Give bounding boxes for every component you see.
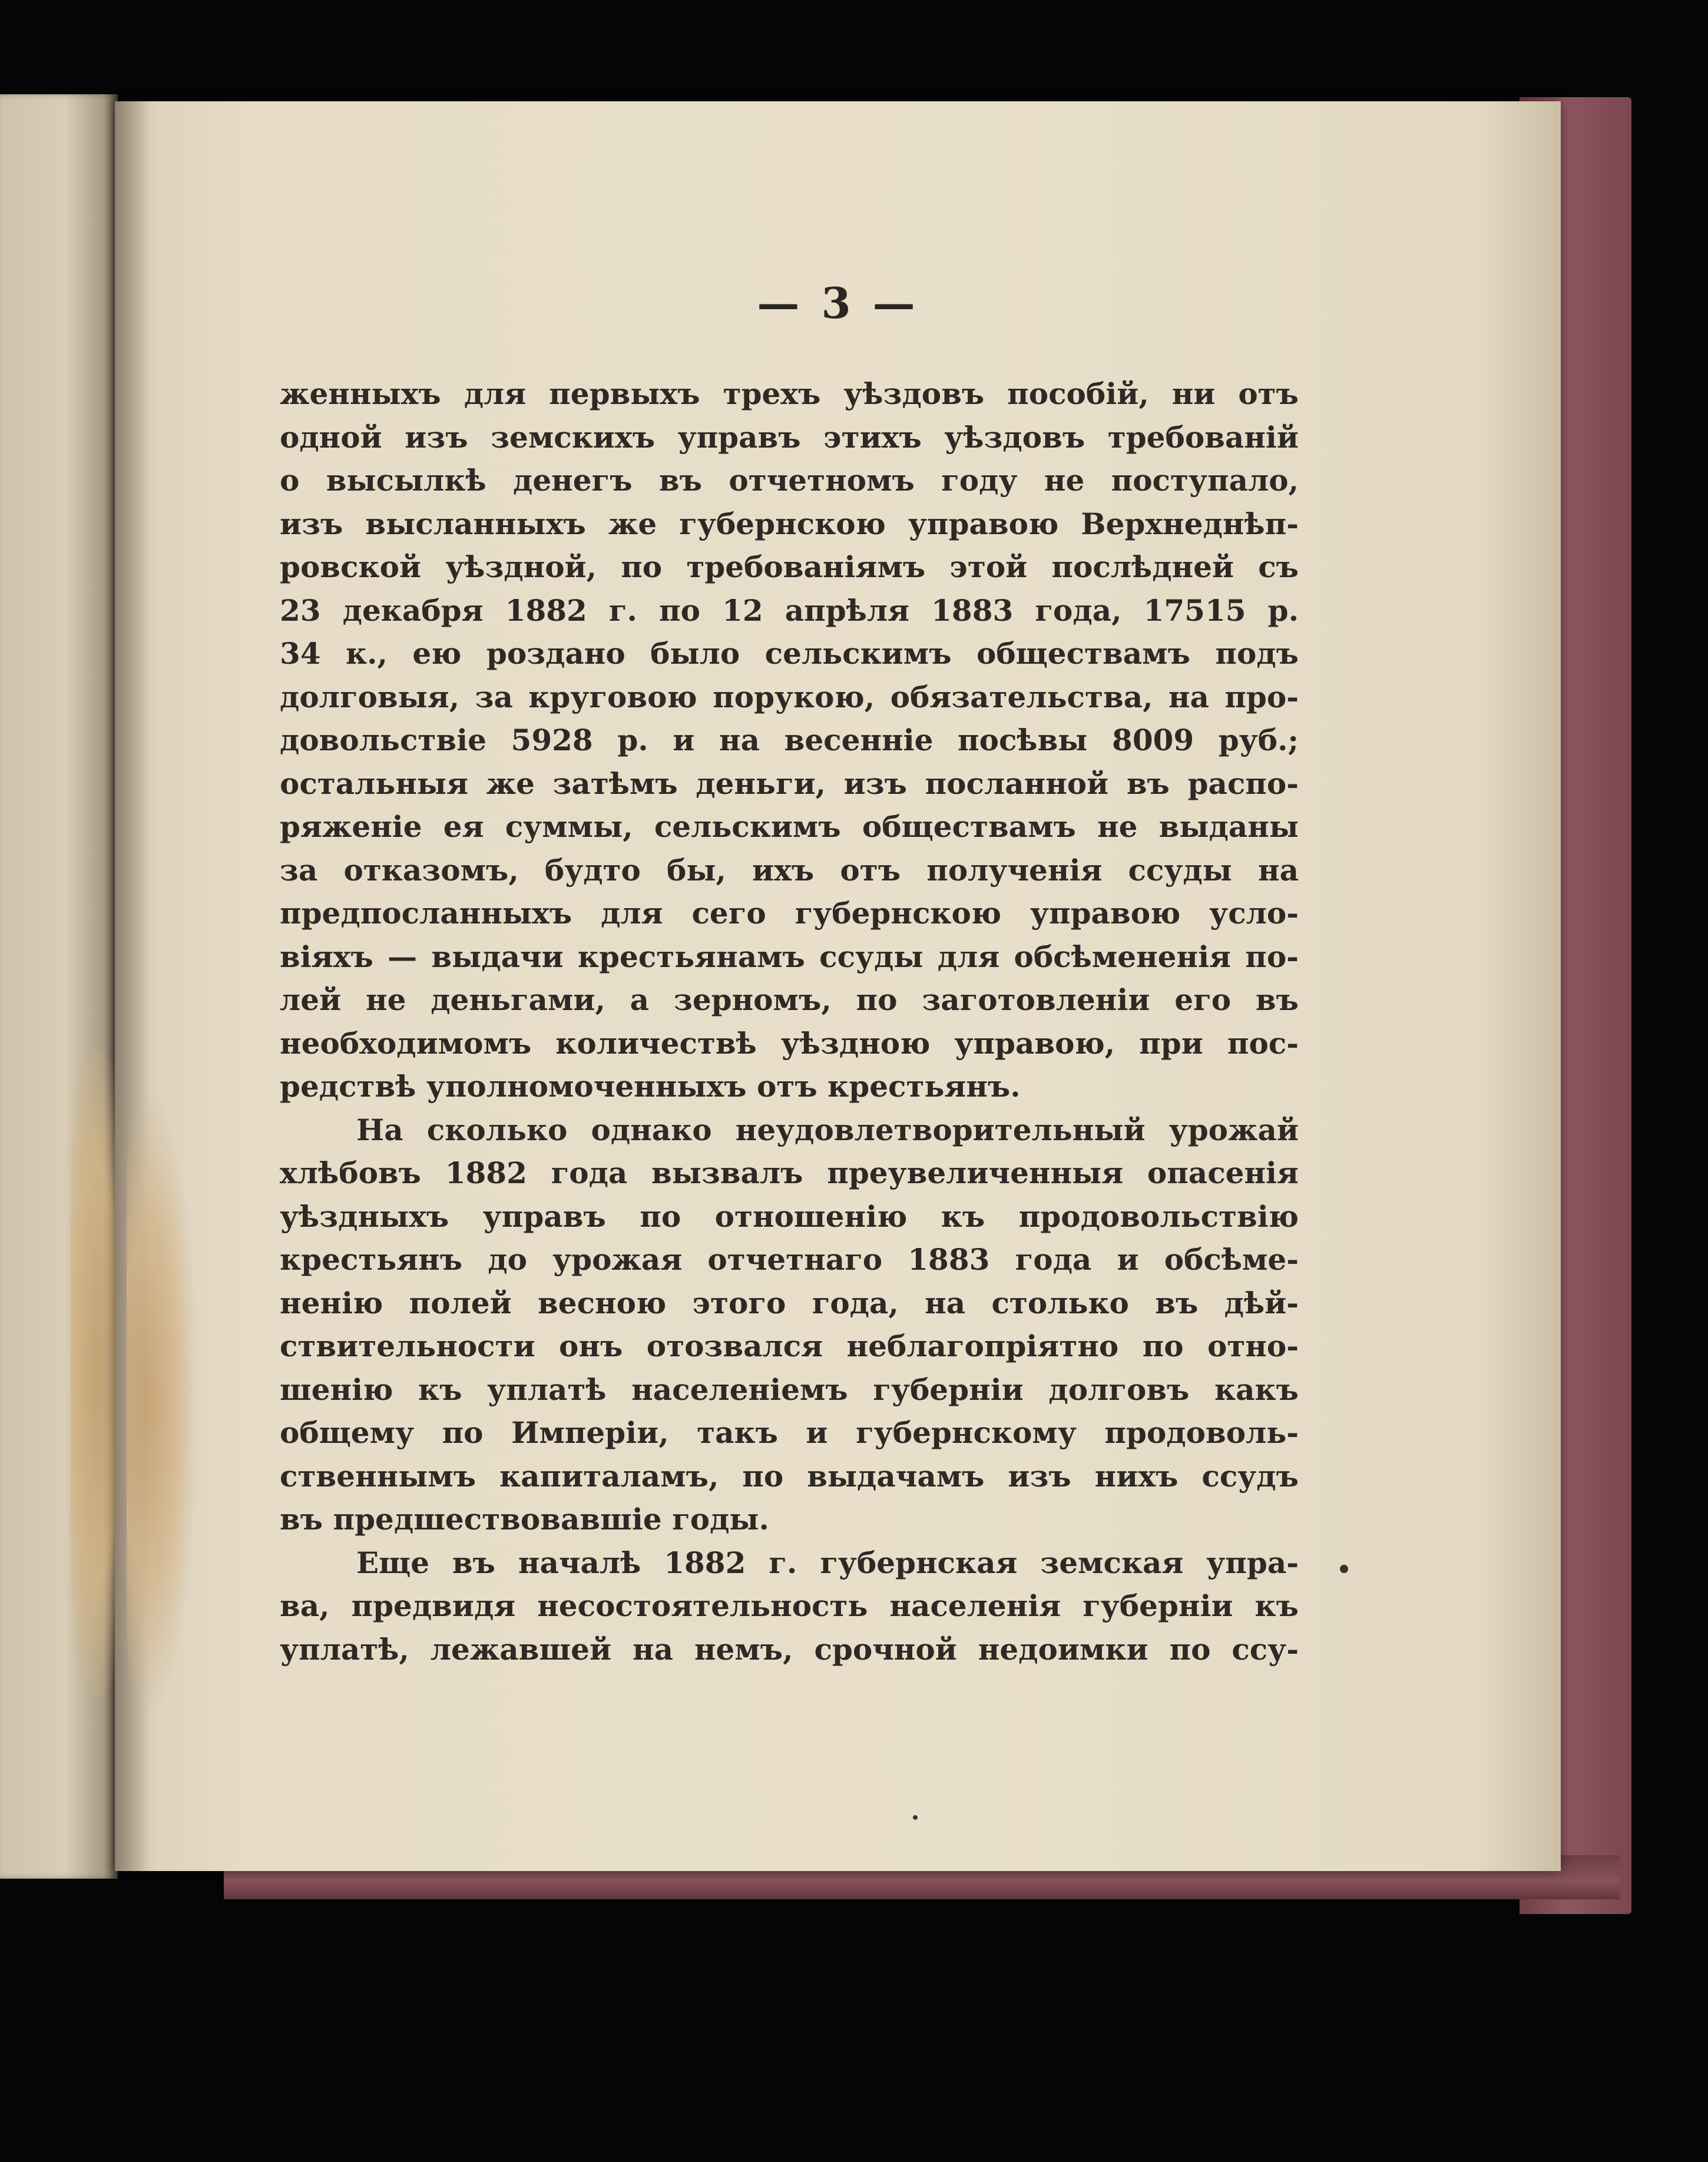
book-page	[115, 101, 1561, 1871]
text-line: 23 декабря 1882 г. по 12 апрѣля 1883 года, 17515 р.	[280, 592, 1299, 628]
text-line: остальныя же затѣмъ деньги, изъ посланной въ распо-	[280, 766, 1299, 801]
text-line: 34 к., ею роздано было сельскимъ обществамъ подъ	[280, 636, 1299, 671]
text-line: редствѣ уполномоченныхъ отъ крестьянъ.	[280, 1069, 1021, 1104]
text-line: Еще въ началѣ 1882 г. губернская земская упра-	[356, 1545, 1299, 1580]
text-line: ственнымъ капиталамъ, по выдачамъ изъ нихъ ссудъ	[280, 1458, 1299, 1494]
text-line: довольствіе 5928 р. и на весенніе посѣвы 8009 руб.;	[280, 723, 1299, 757]
text-line: шенію къ уплатѣ населеніемъ губерніи долговъ какъ	[280, 1372, 1299, 1407]
ink-speck	[913, 1815, 918, 1820]
text-line: уѣздныхъ управъ по отношенію къ продовольствію	[280, 1198, 1299, 1234]
page-number: — 3 —	[757, 278, 919, 328]
page-edge-stain	[127, 1091, 197, 1715]
text-line: долговыя, за круговою порукою, обязательства, на про-	[280, 679, 1299, 714]
ink-speck	[1340, 1565, 1348, 1573]
text-line: одной изъ земскихъ управъ этихъ уѣздовъ требованій	[280, 419, 1299, 455]
text-line: за отказомъ, будто бы, ихъ отъ полученія ссуды на	[280, 852, 1299, 888]
text-line: ряженіе ея суммы, сельскимъ обществамъ не выданы	[280, 809, 1299, 844]
body-text	[280, 372, 1299, 1671]
text-line: ненію полей весною этого года, на столько въ дѣй-	[280, 1285, 1299, 1320]
text-line: въ предшествовавшіе годы.	[280, 1502, 769, 1537]
text-line: уплатѣ, лежавшей на немъ, срочной недоимки по ссу-	[280, 1631, 1299, 1667]
text-line: ва, предвидя несостоятельность населенія губерніи къ	[280, 1588, 1299, 1623]
text-line: хлѣбовъ 1882 года вызвалъ преувеличенныя опасенія	[280, 1156, 1299, 1190]
text-line: На сколько однако неудовлетворительный урожай	[356, 1112, 1299, 1147]
text-line: женныхъ для первыхъ трехъ уѣздовъ пособій, ни отъ	[280, 376, 1299, 411]
text-line: ствительности онъ отозвался неблагопріятно по отно-	[280, 1329, 1299, 1363]
text-line: о высылкѣ денегъ въ отчетномъ году не поступало,	[280, 463, 1299, 498]
text-line: изъ высланныхъ же губернскою управою Верхнеднѣп-	[280, 506, 1299, 541]
left-facing-page	[0, 94, 118, 1879]
text-line: крестьянъ до урожая отчетнаго 1883 года и обсѣме-	[280, 1242, 1299, 1277]
text-line: ровской уѣздной, по требованіямъ этой послѣдней съ	[280, 549, 1299, 584]
text-line: предпосланныхъ для сего губернскою управою усло-	[280, 896, 1299, 931]
text-line: лей не деньгами, а зерномъ, по заготовленіи его въ	[280, 982, 1299, 1017]
text-line: общему по Имперіи, такъ и губернскому продоволь-	[280, 1415, 1299, 1450]
text-line: віяхъ — выдачи крестьянамъ ссуды для обсѣмененія по-	[280, 939, 1299, 974]
text-line: необходимомъ количествѣ уѣздною управою, при пос-	[280, 1025, 1299, 1061]
